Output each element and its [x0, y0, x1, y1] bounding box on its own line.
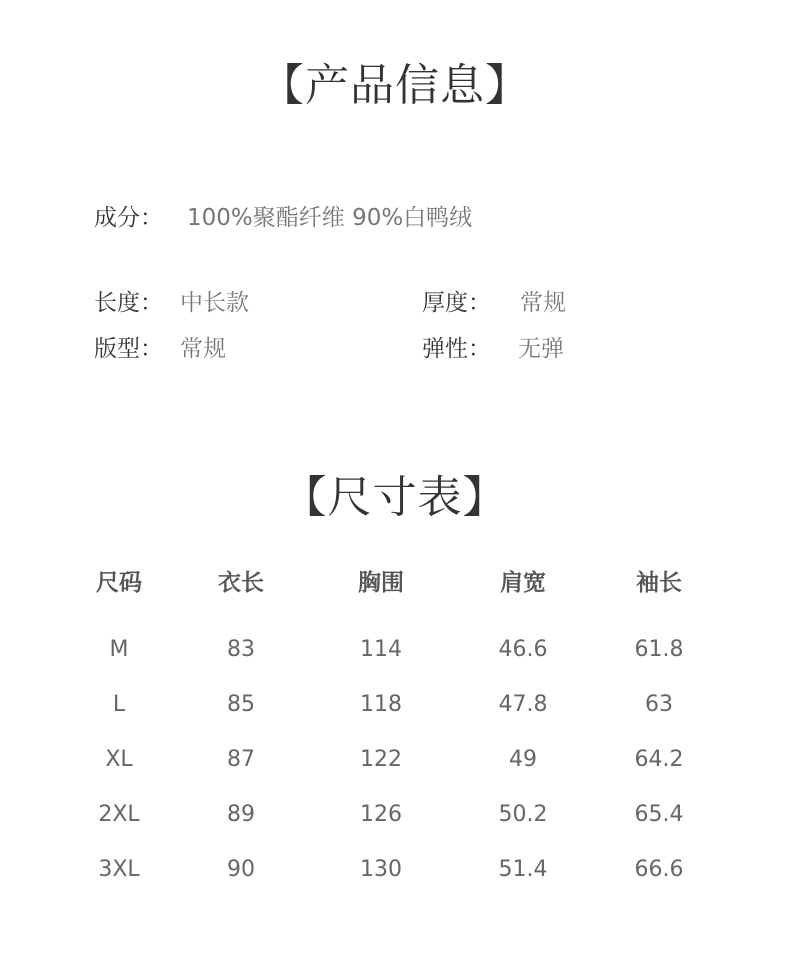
cell-size: M — [109, 637, 129, 662]
spec-elasticity-label: 弹性： — [422, 336, 491, 362]
cell-shoulder: 49 — [509, 747, 537, 772]
composition-row — [94, 207, 472, 230]
spec-fit-value: 常规 — [180, 336, 226, 362]
spec-length — [94, 290, 249, 316]
spec-fit — [94, 336, 226, 362]
table-header-row — [0, 568, 790, 598]
cell-length: 90 — [227, 857, 255, 882]
cell-chest: 118 — [360, 692, 402, 717]
spec-length-label: 长度： — [94, 290, 163, 316]
cell-size: XL — [105, 747, 133, 772]
cell-chest: 122 — [360, 747, 402, 772]
spec-elasticity-value: 无弹 — [518, 336, 564, 362]
table-row — [0, 800, 790, 830]
cell-size: 3XL — [98, 857, 140, 882]
composition-value: 100%聚酯纤维 90%白鸭绒 — [187, 205, 473, 231]
cell-sleeve: 66.6 — [634, 857, 684, 882]
cell-length: 87 — [227, 747, 255, 772]
header-chest: 胸围 — [358, 570, 404, 596]
header-sleeve: 袖长 — [636, 570, 682, 596]
cell-size: 2XL — [98, 802, 140, 827]
spec-elasticity — [422, 336, 564, 362]
cell-sleeve: 61.8 — [634, 637, 684, 662]
cell-length: 83 — [227, 637, 255, 662]
spec-thickness — [422, 290, 566, 316]
header-length: 衣长 — [218, 570, 264, 596]
cell-size: L — [112, 692, 126, 717]
spec-length-value: 中长款 — [180, 290, 249, 316]
cell-sleeve: 64.2 — [634, 747, 684, 772]
table-row — [0, 855, 790, 885]
cell-shoulder: 47.8 — [498, 692, 548, 717]
cell-sleeve: 65.4 — [634, 802, 684, 827]
cell-length: 89 — [227, 802, 255, 827]
cell-shoulder: 50.2 — [498, 802, 548, 827]
table-row — [0, 745, 790, 775]
spec-thickness-value: 常规 — [520, 290, 566, 316]
size-chart-title: 【尺寸表】 — [282, 472, 508, 523]
cell-shoulder: 51.4 — [498, 857, 548, 882]
table-row — [0, 635, 790, 665]
spec-thickness-label: 厚度： — [422, 290, 491, 316]
cell-length: 85 — [227, 692, 255, 717]
spec-fit-label: 版型： — [94, 336, 163, 362]
cell-chest: 130 — [360, 857, 402, 882]
table-row — [0, 690, 790, 720]
cell-sleeve: 63 — [645, 692, 673, 717]
header-size: 尺码 — [96, 570, 142, 596]
cell-shoulder: 46.6 — [498, 637, 548, 662]
composition-label: 成分： — [94, 205, 163, 231]
cell-chest: 126 — [360, 802, 402, 827]
cell-chest: 114 — [360, 637, 402, 662]
header-shoulder: 肩宽 — [500, 570, 546, 596]
product-info-title: 【产品信息】 — [260, 60, 530, 111]
